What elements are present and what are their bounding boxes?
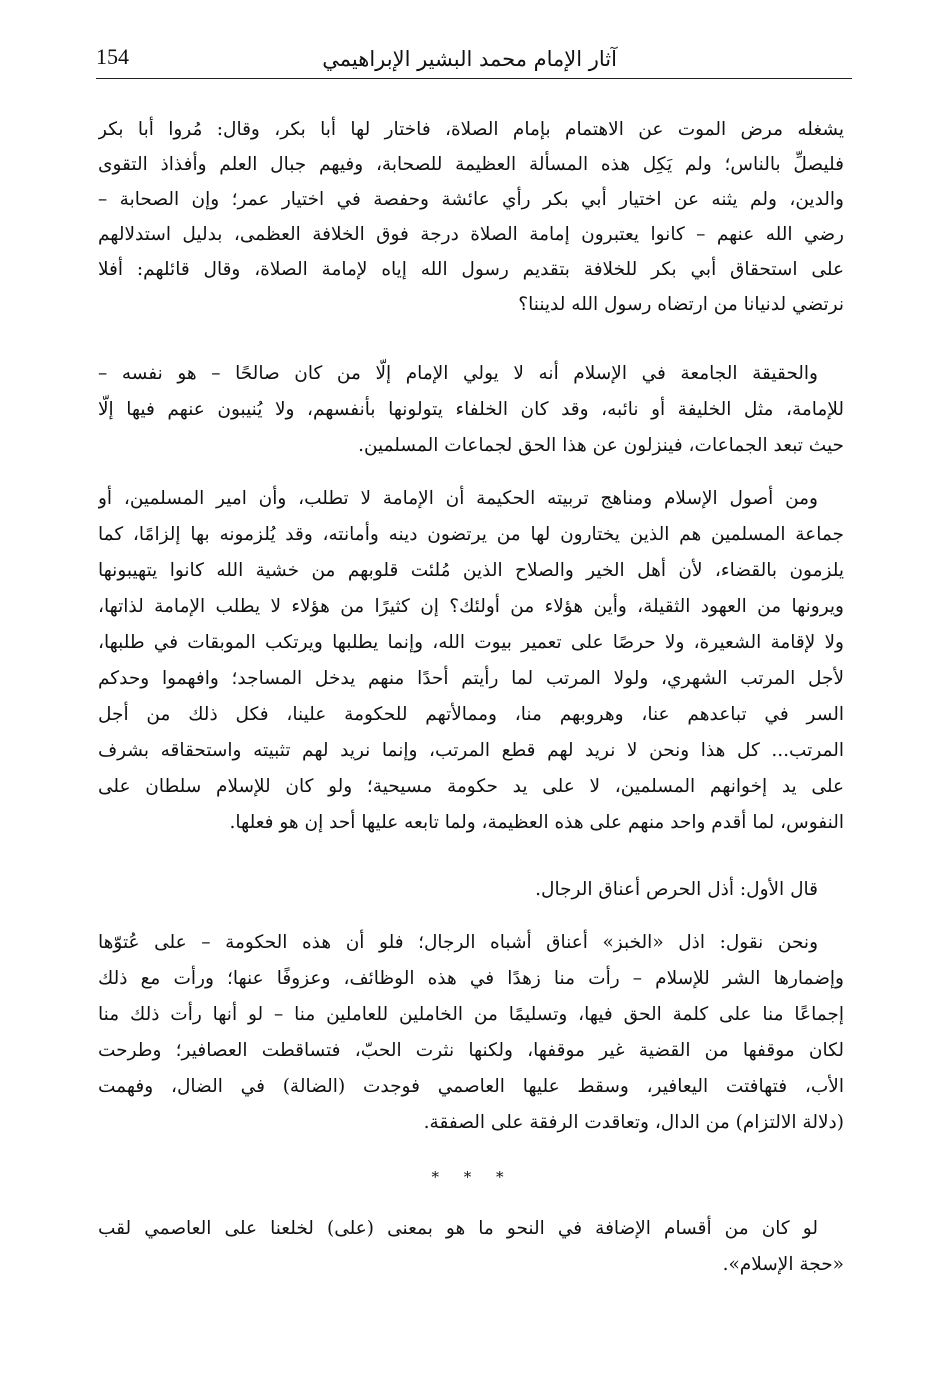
text-line: والدين، ولم يثنه عن اختيار أبي بكر رأي عائشة وحفصة في اختيار عمر؛ وإن الصحابة – (98, 189, 844, 210)
running-header (96, 38, 852, 79)
text-line: للإمامة، مثل الخليفة أو نائبه، وقد كان الخلفاء يتولونها بأنفسهم، ولا يُنيبون عنهم فيها إلّا (98, 399, 844, 420)
text-line: رضي الله عنهم – كانوا يعتبرون إمامة الصلاة درجة فوق الخلافة العظمى، بدليل استدلالهم (98, 224, 844, 245)
text-line: ونحن نقول: اذل «الخبز» أعناق أشباه الرجال؛ فلو أن هذه الحكومة – على عُتوّها (98, 932, 818, 953)
text-line: نرتضي لدنيانا من ارتضاه رسول الله لديننا؟ (518, 294, 844, 315)
text-line: جماعة المسلمين هم الذين يختارون لها من يرتضون دينه وأمانته، وقد يُلزمونه بها إلزامًا، كما (98, 524, 844, 545)
text-line: ويرونها من العهود الثقيلة، وأين هؤلاء من أولئك؟ إن كثيرًا من هؤلاء لا يطلب الإمامة لذاتها، (98, 596, 844, 617)
section-separator: * * * (431, 1168, 514, 1186)
text-line: على يد إخوانهم المسلمين، لا على يد حكومة مسيحية؛ ولو كان للإسلام سلطان على (98, 776, 844, 797)
text-line: يلزمون بالقضاء، لأن أهل الخير والصلاح الذين مُلئت قلوبهم من خشية الله كانوا يتهيبونها (98, 560, 844, 581)
text-line: ولا لإقامة الشعيرة، ولا حرصًا على تعمير بيوت الله، وإنما يطلبها ويرتكب الموبقات في طلبها، (98, 632, 844, 653)
text-line: النفوس، لما أقدم واحد منهم على هذه العظيمة، ولما تابعه عليها أحد إن هو فعلها. (229, 812, 844, 833)
page-number: 154 (96, 44, 129, 69)
text-line: ومن أصول الإسلام ومناهج تربيته الحكيمة أن الإمامة لا تطلب، وأن امير المسلمين، أو (98, 488, 818, 509)
text-line: يشغله مرض الموت عن الاهتمام بإمام الصلاة، فاختار لها أبا بكر، وقال: مُروا أبا بكر (98, 119, 844, 140)
text-line: «حجة الإسلام». (722, 1254, 844, 1275)
running-title: آثار الإمام محمد البشير الإبراهيمي (322, 47, 617, 71)
text-line: لو كان من أقسام الإضافة في النحو ما هو بمعنى (على) لخلعنا على العاصمي لقب (98, 1218, 818, 1239)
text-line: حيث تبعد الجماعات، فينزلون عن هذا الحق لجماعات المسلمين. (358, 435, 844, 456)
text-line: الأب، فتهافتت اليعافير، وسقط عليها العاصمي فوجدت (الضالة) في الضال، وفهمت (98, 1076, 844, 1097)
text-line: المرتب... كل هذا ونحن لا نريد لهم قطع المرتب، وإنما نريد لهم تثبيته واستحقاقه بشرف (98, 740, 844, 761)
text-line: إجماعًا منا على كلمة الحق فيها، وتسليمًا من الخاملين للعاملين منا – لو أنها رأت ذلك منا (98, 1004, 844, 1025)
text-line: قال الأول: أذل الحرص أعناق الرجال. (535, 879, 818, 900)
text-line: (دلالة الالتزام) من الدال، وتعاقدت الرفقة على الصفقة. (423, 1112, 844, 1133)
text-line: لأجل المرتب الشهري، ولولا المرتب لما رأيتم أحدًا منهم يدخل المساجد؛ وافهموا وحدكم (98, 668, 844, 689)
text-line: والحقيقة الجامعة في الإسلام أنه لا يولي الإمام إلّا من كان صالحًا – هو نفسه – (98, 363, 818, 384)
text-line: السر في تباعدهم عنا، وهروبهم منا، وممالأتهم للحكومة علينا، فكل ذلك من أجل (98, 704, 844, 725)
text-line: فليصلِّ بالناس؛ ولم يَكِل هذه المسألة العظيمة للصحابة، وفيهم جبال العلم وأفذاذ التقوى (98, 154, 844, 175)
text-line: على استحقاق أبي بكر للخلافة بتقديم رسول الله إياه لإمامة الصلاة، وقال قائلهم: أفلا (98, 259, 844, 280)
text-line: وإضمارها الشر للإسلام – رأت منا زهدًا في هذه الوظائف، وعزوفًا عنها؛ ورأت مع ذلك (98, 968, 844, 989)
text-line: لكان موقفها من القضية غير موقفها، ولكنها نثرت الحبّ، فتساقطت العصافير؛ وطرحت (98, 1040, 844, 1061)
